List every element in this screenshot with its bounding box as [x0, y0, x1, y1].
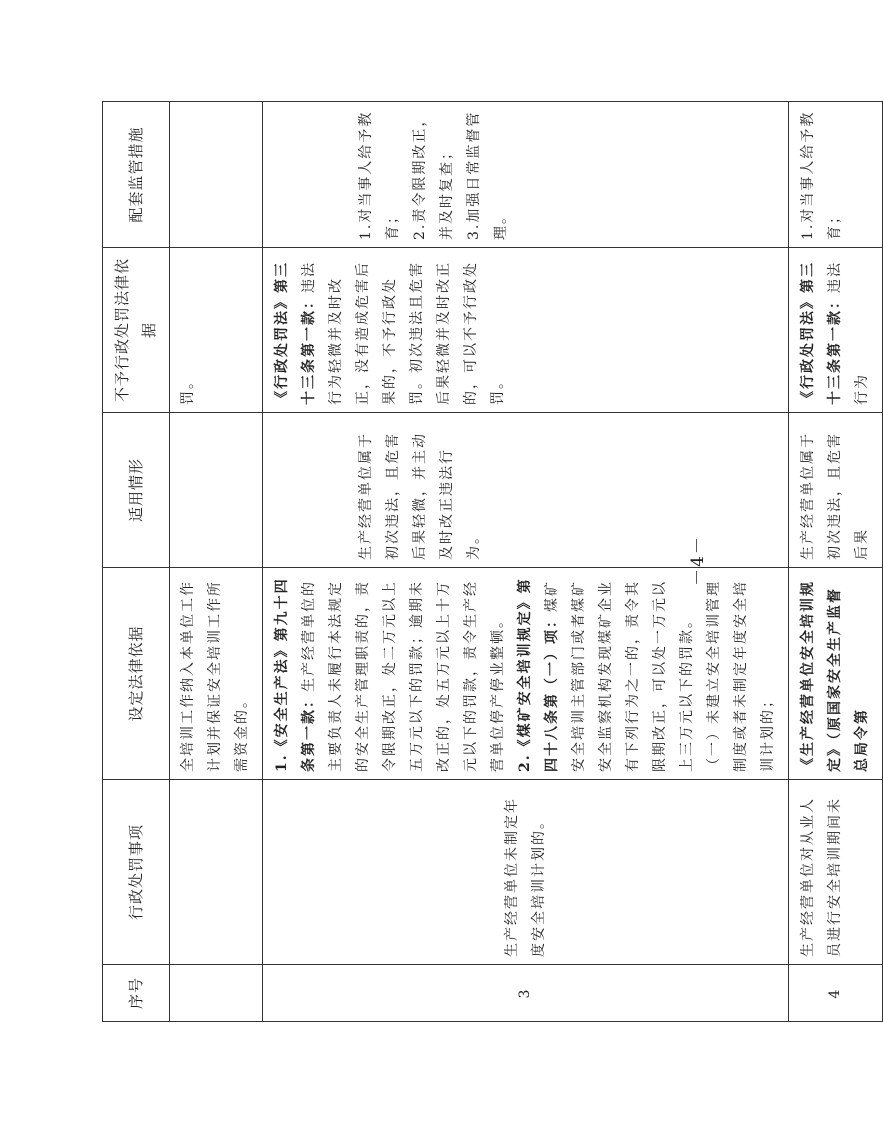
row4-no-penalty-text: 违法行为: [827, 261, 870, 405]
row4-situation: 生产经营单位属于初次违法，且危害后果: [789, 413, 883, 568]
row3-no-penalty-title: 《行政处罚法》第三十三条第一款：: [274, 261, 317, 405]
page-number-text: －4－: [687, 534, 708, 586]
header-measures: 配套监管措施: [103, 102, 170, 248]
row3-no-penalty: [263, 248, 789, 413]
row-top-no-penalty: 罚。: [170, 248, 263, 413]
row4-item: 生产经营单位对从业人员进行安全培训期间未: [789, 780, 883, 965]
row3-measure-3: 3.加强日常监督管理。: [466, 110, 509, 240]
row-top-situation: [170, 413, 263, 568]
row4-no-penalty: [789, 248, 883, 413]
penalty-table: [102, 101, 883, 1022]
row3-seq: 3: [263, 965, 789, 1022]
header-row: [103, 102, 170, 1022]
header-situation: 适用情形: [103, 413, 170, 568]
row3-measure-1: 1.对当事人给予教育；: [358, 110, 401, 240]
row3-basis-1-text: 生产经营单位的主要负责人未履行本法规定的安全生产管理职责的，责令限期改正，处二万元以上五万元以下的罚款；逾期未改正的，处五万元以上十万元以下的罚款，责令生产经营单位停产停业整顿。: [301, 580, 506, 772]
header-no-penalty: 不予行政处罚法律依据: [103, 248, 170, 413]
row3-no-penalty-text: 违法行为轻微并及时改正，没有造成危害后果的，不予行政处罚。初次违法且危害后果轻微并及时改正的，可以不予行政处罚。: [301, 261, 506, 405]
header-seq: 序号: [103, 965, 170, 1022]
row3-situation: 生产经营单位属于初次违法，且危害后果轻微，并主动及时改正违法行为。: [263, 413, 789, 568]
row3-basis-2-title: 2.《煤矿安全培训规定》第四十八条第（一）项：: [517, 577, 560, 772]
row3-basis-2-item: （一）未建立安全培训管理制度或者未制定年度安全培训计划的；: [706, 580, 776, 772]
row-top-seq: [170, 965, 263, 1022]
row3-measure-2: 2.责令限期改正，并及时复查；: [412, 110, 455, 240]
table-row: [170, 102, 263, 1022]
header-basis: 设定法律依据: [103, 568, 170, 780]
row4-basis: 《生产经营单位安全培训规定》（原国家安全生产监督总局令第: [789, 568, 883, 780]
row-top-item: [170, 780, 263, 965]
row3-measures: [263, 102, 789, 248]
row3-basis-1-title: 1.《安全生产法》第九十四条第一款：: [274, 577, 317, 772]
row3-basis-2-text: 煤矿安全培训主管部门或者煤矿安全监察机构发现煤矿企业有下列行为之一的，责令其限期改正，可以处一万元以上三万元以下的罚款。: [544, 580, 695, 772]
header-item: 行政处罚事项: [103, 780, 170, 965]
row4-no-penalty-title: 《行政处罚法》第三十三条第一款：: [800, 261, 843, 405]
row-top-basis: 全培训工作纳入本单位工作计划并保证安全培训工作所需资金的。: [170, 568, 263, 780]
row4-seq: 4: [789, 965, 883, 1022]
row-top-measures: [170, 102, 263, 248]
page-number: [680, 515, 710, 605]
row3-item: 生产经营单位未制定年度安全培训计划的。: [263, 780, 789, 965]
table-row: [789, 102, 883, 1022]
rotated-table-wrapper: [102, 102, 870, 1022]
row4-measures: 1.对当事人给予教育；: [789, 102, 883, 248]
